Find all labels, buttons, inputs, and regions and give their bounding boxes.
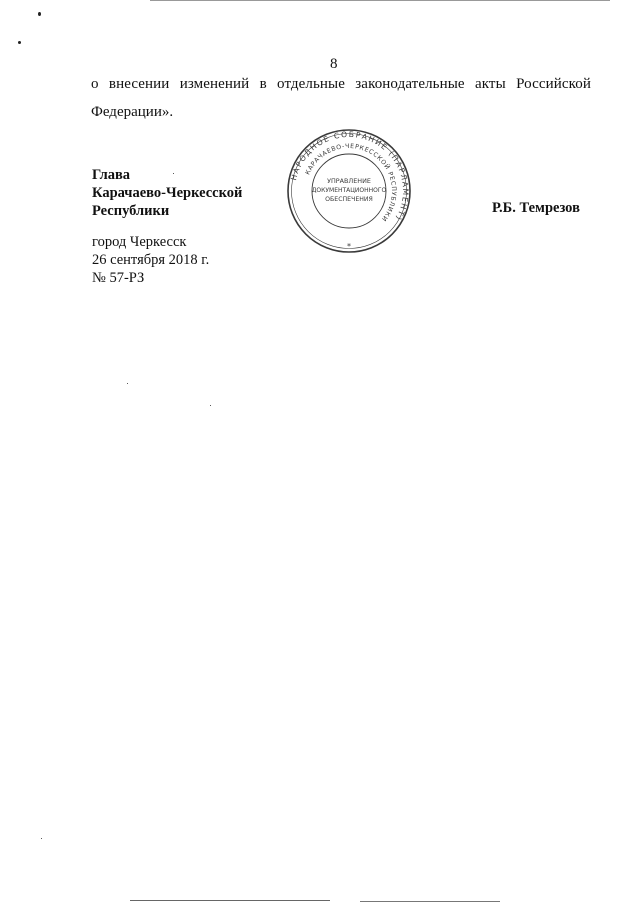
seal-star-icon: *: [347, 242, 351, 251]
scan-speck: [127, 383, 128, 384]
city: город Черкесск: [92, 234, 187, 250]
seal-center-line: УПРАВЛЕНИЕ: [327, 177, 371, 185]
scan-speck: [41, 838, 42, 839]
scan-speck: [38, 12, 41, 16]
paragraph-text: о внесении изменений в отдельные законодательные акты Российской: [91, 76, 591, 92]
bottom-scan-edge-right: [360, 901, 500, 902]
seal-outer-text: НАРОДНОЕ СОБРАНИЕ (ПАРЛАМЕНТ): [289, 129, 411, 223]
signer-name: Р.Б. Темрезов: [492, 200, 580, 216]
paragraph-text-end: Федерации».: [91, 104, 174, 120]
signatory-title-line: Карачаево-Черкесской: [92, 185, 243, 201]
document-number: № 57-РЗ: [92, 270, 145, 286]
signatory-title: [92, 166, 242, 220]
scan-speck: [210, 405, 211, 406]
document-date: 26 сентября 2018 г.: [92, 252, 210, 268]
signatory-title-line: Республики: [92, 203, 170, 219]
seal-center-line: ОБЕСПЕЧЕНИЯ: [325, 196, 373, 203]
seal-inner-text: КАРАЧАЕВО-ЧЕРКЕССКОЙ РЕСПУБЛИКИ: [304, 142, 398, 223]
bottom-scan-edge: [130, 900, 330, 901]
scan-speck: [18, 41, 21, 44]
top-scan-edge: [150, 0, 610, 1]
official-seal: [284, 128, 414, 254]
signatory-title-line: Глава: [92, 167, 131, 183]
page-number: 8: [330, 56, 338, 72]
seal-center-line: ДОКУМЕНТАЦИОННОГО: [311, 187, 387, 194]
place-date-number: [92, 233, 209, 287]
